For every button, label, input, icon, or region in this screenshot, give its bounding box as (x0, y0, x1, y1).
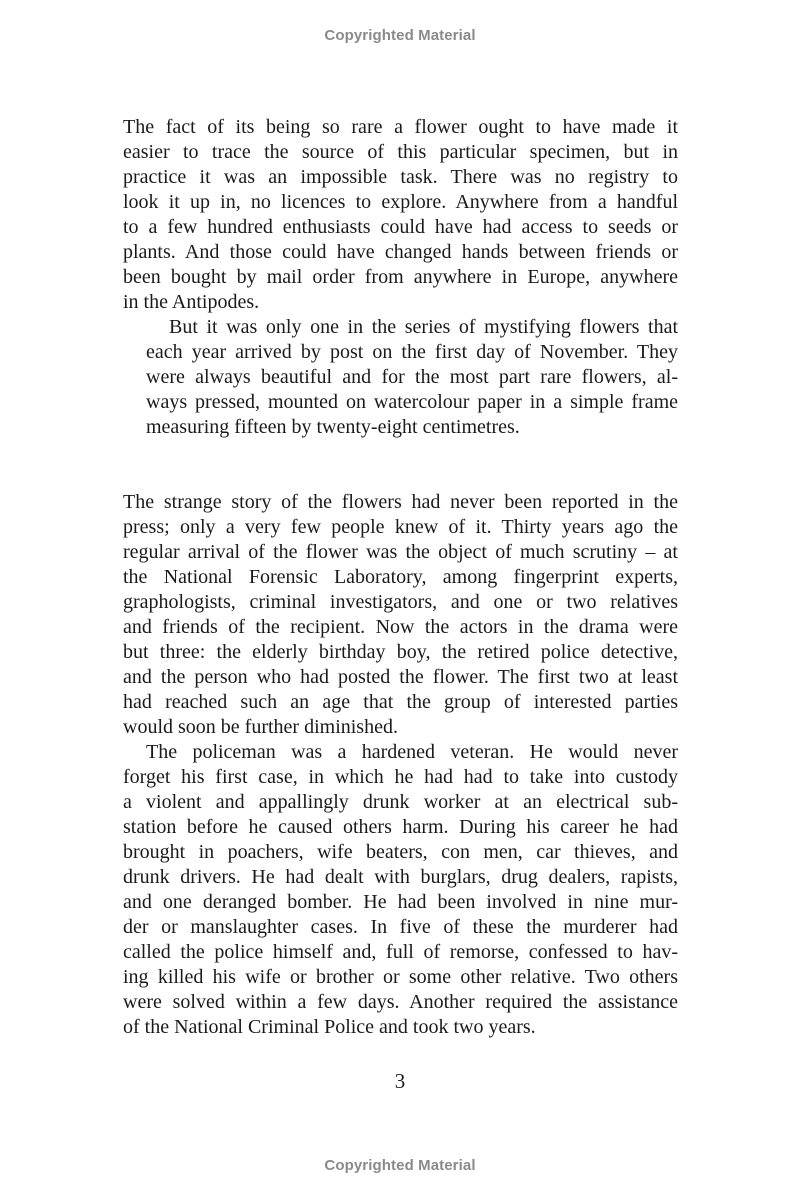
text-line: der or manslaughter cases. In five of these the murderer had (123, 916, 678, 938)
text-line: been bought by mail order from anywhere in Europe, anywhere (123, 266, 678, 288)
text-line: regular arrival of the flower was the object of much scrutiny – at (123, 541, 678, 563)
paragraph (123, 740, 678, 1040)
page-number: 3 (394, 1069, 406, 1093)
text-line: were solved within a few days. Another required the assistance (123, 991, 678, 1013)
text-line: a violent and appallingly drunk worker at an electrical sub- (123, 791, 678, 813)
text-line: ways pressed, mounted on watercolour paper in a simple frame (146, 391, 678, 413)
text-line: ing killed his wife or brother or some other relative. Two others (123, 966, 678, 988)
text-line: but three: the elderly birthday boy, the retired police detective, (123, 641, 678, 663)
text-line: called the police himself and, full of remorse, confessed to hav- (123, 941, 678, 963)
text-line: and one deranged bomber. He had been involved in nine mur- (123, 891, 678, 913)
text-line: drunk drivers. He had dealt with burglars, drug dealers, rapists, (123, 866, 678, 888)
text-section-1 (123, 115, 678, 440)
copyright-watermark-top: Copyrighted Material (324, 27, 476, 44)
text-line: The policeman was a hardened veteran. He would never (146, 741, 678, 763)
copyright-watermark-bottom: Copyrighted Material (324, 1157, 476, 1174)
text-line: press; only a very few people knew of it. Thirty years ago the (123, 516, 678, 538)
text-line: graphologists, criminal investigators, and one or two relatives (123, 591, 678, 613)
text-line: were always beautiful and for the most part rare flowers, al- (146, 366, 678, 388)
paragraph (123, 115, 678, 315)
text-line: would soon be further diminished. (123, 716, 398, 738)
text-line: practice it was an impossible task. There was no registry to (123, 166, 678, 188)
text-line: forget his first case, in which he had had to take into custody (123, 766, 678, 788)
text-line: and friends of the recipient. Now the actors in the drama were (123, 616, 678, 638)
text-line: The fact of its being so rare a flower ought to have made it (123, 116, 678, 138)
text-line: in the Antipodes. (123, 291, 260, 313)
text-line: plants. And those could have changed hands between friends or (123, 241, 678, 263)
text-section-2 (123, 490, 678, 1040)
paragraph (123, 490, 678, 740)
paragraph (123, 315, 678, 440)
text-line: the National Forensic Laboratory, among fingerprint experts, (123, 566, 678, 588)
text-line: had reached such an age that the group of interested parties (123, 691, 678, 713)
text-line: station before he caused others harm. During his career he had (123, 816, 678, 838)
text-line: each year arrived by post on the first day of November. They (146, 341, 678, 363)
text-line: of the National Criminal Police and took two years. (123, 1016, 536, 1038)
text-line: look it up in, no licences to explore. Anywhere from a handful (123, 191, 678, 213)
text-line: measuring fifteen by twenty-eight centimetres. (146, 416, 520, 438)
text-line: But it was only one in the series of mystifying flowers that (169, 316, 678, 338)
text-line: easier to trace the source of this particular specimen, but in (123, 141, 678, 163)
text-line: to a few hundred enthusiasts could have had access to seeds or (123, 216, 678, 238)
text-line: and the person who had posted the flower. The first two at least (123, 666, 678, 688)
text-line: brought in poachers, wife beaters, con men, car thieves, and (123, 841, 678, 863)
text-line: The strange story of the flowers had never been reported in the (123, 491, 678, 513)
